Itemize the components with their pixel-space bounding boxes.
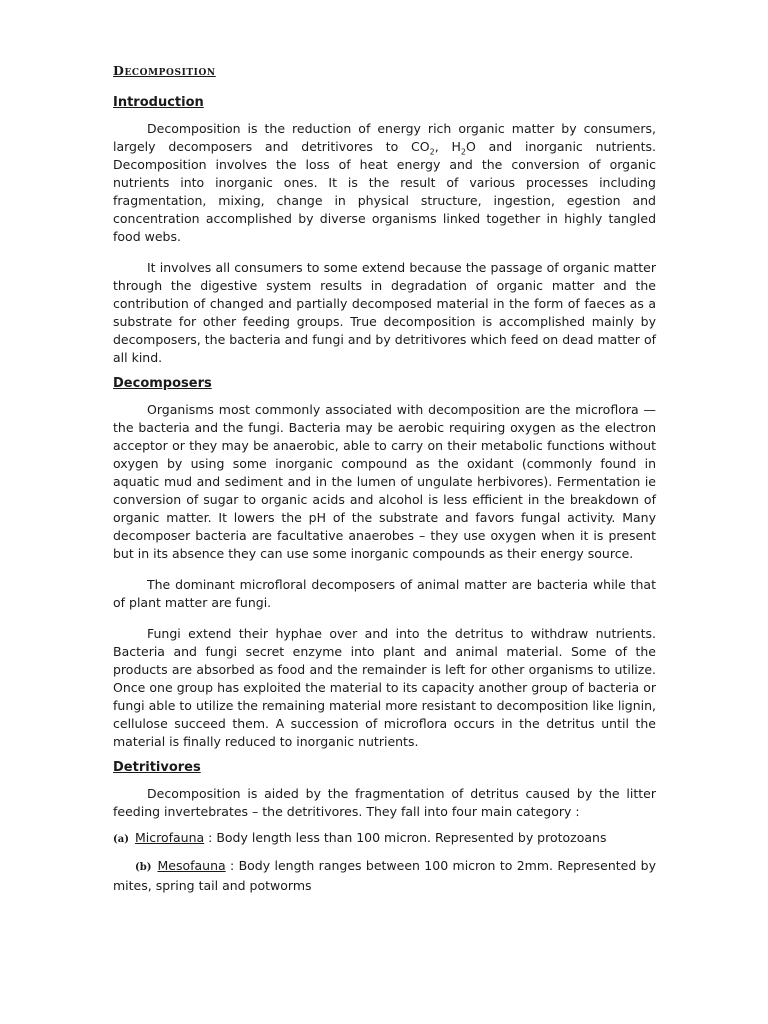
intro-p1-text-b: , H [434,139,461,154]
intro-p1-text-a: Decomposition is the reduction of energy rich organic matter by consumers, largely decomposers and detritivores to CO [113,121,656,154]
introduction-paragraph-2: It involves all consumers to some extend because the passage of organic matter through the digestive system results in degradation of organic matter and the contribution of changed and partially decomposed material in the form of faeces as a substrate for other feeding groups. True decomposition is accomplished mainly by decomposers, the bacteria and fungi and by detritivores which feed on dead matter of all kind. [113,260,656,365]
heading-introduction: Introduction [113,95,204,110]
term-mesofauna: Mesofauna [157,858,226,873]
introduction-paragraph-1 [113,120,656,246]
heading-detritivores: Detritivores [113,760,201,775]
document-title: Decomposition [113,63,216,78]
microfauna-description: : Body length less than 100 micron. Represented by protozoans [204,830,607,845]
decomposers-paragraph-1: Organisms most commonly associated with decomposition are the microflora — the bacteria and the fungi. Bacteria may be aerobic requiring oxygen as the electron acceptor or they may be anaerobic, able to carry on their metabolic functions without oxygen by using some inorganic compound as the oxidant (commonly found in aquatic mud and sediment and in the lumen of ungulate herbivores). Fermentation ie conversion of sugar to organic acids and alcohol is less efficient in the breakdown of organic matter. It lowers the pH of the substrate and favors fungal activity. Many decomposer bacteria are facultative anaerobes – they use oxygen when it is present but in its absence they can use some inorganic compounds as their energy source. [113,402,656,561]
co2-subscript: 2 [429,147,435,157]
decomposers-paragraph-2: The dominant microfloral decomposers of animal matter are bacteria while that of plant matter are fungi. [113,577,656,610]
decomposers-paragraph-3: Fungi extend their hyphae over and into the detritus to withdraw nutrients. Bacteria and fungi secret enzyme into plant and animal material. Some of the products are absorbed as food and the remainder is left for other organisms to utilize. Once one group has exploited the material to its capacity another group of bacteria or fungi able to utilize the remaining material more resistant to decomposition like lignin, cellulose succeed them. A succession of microflora occurs in the detritus until the material is finally reduced to inorganic nutrients. [113,626,656,749]
h2o-subscript: 2 [460,147,466,157]
list-item-microfauna [113,829,656,849]
term-microfauna: Microfauna [134,830,205,845]
list-marker: (a) [113,834,129,845]
intro-p1-text-c: O and inorganic nutrients. Decomposition involves the loss of heat energy and the conversion of organic nutrients into inorganic ones. It is the result of various processes including fragmentation, mixing, change in physical structure, ingestion, egestion and concentration accomplished by diverse organisms linked together in highly tangled food webs. [113,139,656,244]
detritivores-paragraph-1: Decomposition is aided by the fragmentation of detritus caused by the litter feeding invertebrates – the detritivores. They fall into four main category : [113,786,656,819]
list-marker: (b) [135,862,152,873]
list-item-mesofauna [113,857,656,895]
mesofauna-description: : Body length ranges between 100 micron to 2mm. Represented by mites, spring tail and potworms [113,858,656,893]
document-page [113,62,656,903]
heading-decomposers: Decomposers [113,376,212,391]
